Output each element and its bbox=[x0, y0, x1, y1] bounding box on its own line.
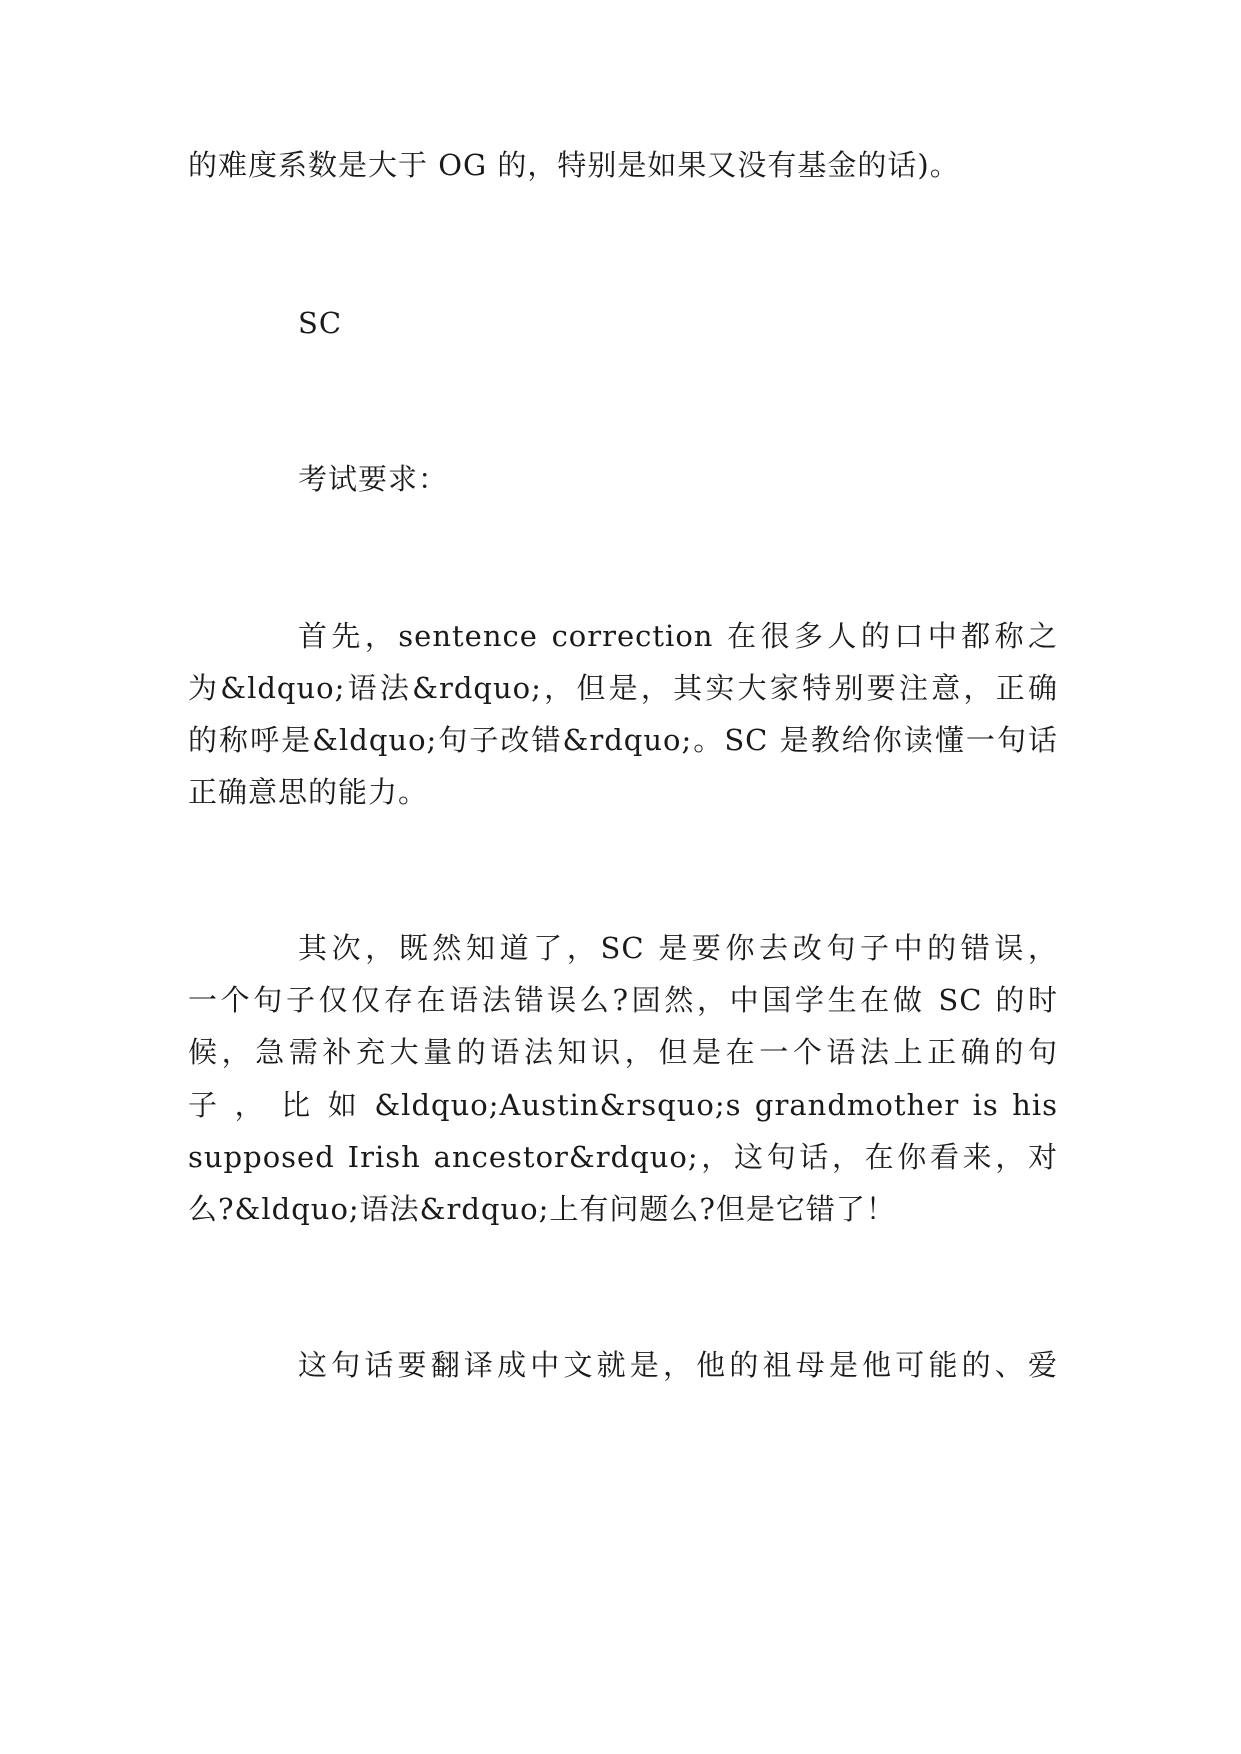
paragraph-1-line-1: 首先，sentence correction 在很多人的口中都称之 bbox=[298, 619, 1058, 653]
paragraph-3-line-1: 这句话要翻译成中文就是，他的祖母是他可能的、爱 bbox=[298, 1348, 1058, 1382]
paragraph-1-line-3: 的称呼是&ldquo;句子改错&rdquo;。SC 是教给你读懂一句话 bbox=[188, 723, 1058, 757]
paragraph-2-line-1: 其次，既然知道了，SC 是要你去改句子中的错误， bbox=[298, 931, 1058, 965]
paragraph-2-line-3: 候，急需补充大量的语法知识，但是在一个语法上正确的句 bbox=[188, 1035, 1058, 1069]
paragraph-1-line-4: 正确意思的能力。 bbox=[188, 775, 429, 809]
text-line-continuation: 的难度系数是大于 OG 的，特别是如果又没有基金的话)。 bbox=[188, 148, 960, 182]
paragraph-2-line-4: 子 ， 比 如 &ldquo;Austin&rsquo;s grandmother is his bbox=[188, 1088, 1058, 1122]
paragraph-2-line-2: 一个句子仅仅存在语法错误么?固然，中国学生在做 SC 的时 bbox=[188, 983, 1058, 1017]
exam-requirements-heading: 考试要求： bbox=[298, 462, 449, 496]
section-heading-sc: SC bbox=[298, 306, 343, 340]
paragraph-1-line-2: 为&ldquo;语法&rdquo;，但是，其实大家特别要注意，正确 bbox=[188, 671, 1058, 705]
paragraph-2-line-6: 么?&ldquo;语法&rdquo;上有问题么?但是它错了！ bbox=[188, 1192, 896, 1226]
paragraph-2-line-5: supposed Irish ancestor&rdquo;，这句话，在你看来，对 bbox=[188, 1140, 1058, 1174]
